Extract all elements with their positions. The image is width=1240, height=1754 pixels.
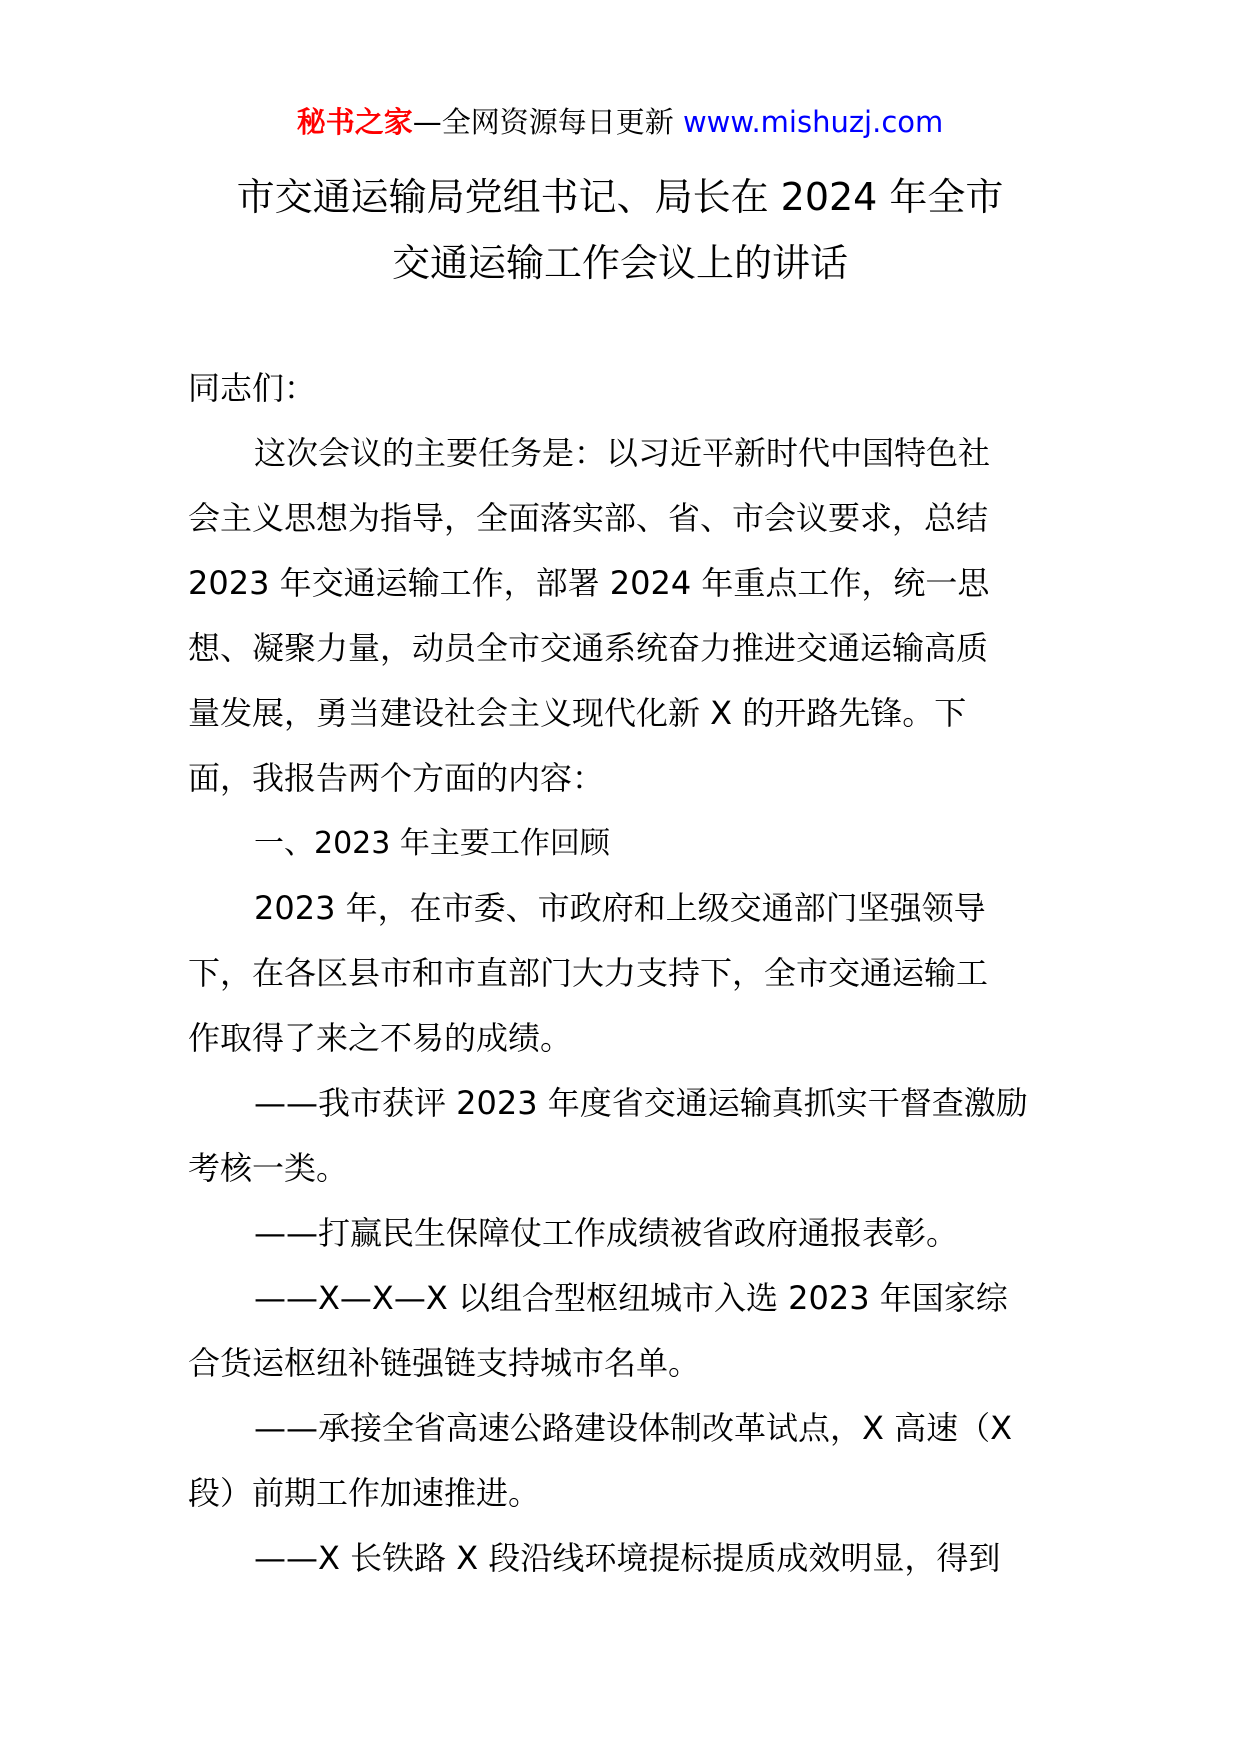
title-line-1: 市交通运输局党组书记、局长在 2024 年全市 xyxy=(236,175,1004,219)
title-line-2: 交通运输工作会议上的讲话 xyxy=(391,241,848,285)
achievement-item: ——X—X—X 以组合型枢纽城市入选 2023 年国家综 xyxy=(254,1279,1008,1317)
document-body xyxy=(188,356,1058,1591)
paragraph-line: 2023 年，在市委、市政府和上级交通部门坚强领导 xyxy=(254,889,986,927)
achievement-item: ——X 长铁路 X 段沿线环境提标提质成效明显，得到 xyxy=(254,1539,1001,1577)
document-title xyxy=(0,164,1240,296)
site-url-link[interactable]: www.mishuzj.com xyxy=(682,105,944,139)
section-heading: 一、2023 年主要工作回顾 xyxy=(254,826,610,861)
achievement-item: ——我市获评 2023 年度省交通运输真抓实干督查激励 xyxy=(254,1084,1028,1122)
paragraph-line: 面，我报告两个方面的内容： xyxy=(188,759,605,797)
achievement-item-cont: 合货运枢纽补链强链支持城市名单。 xyxy=(188,1344,701,1382)
banner-tagline: —全网资源每日更新 xyxy=(412,105,683,139)
paragraph-line: 量发展，勇当建设社会主义现代化新 X 的开路先锋。下 xyxy=(188,694,967,732)
paragraph-line: 2023 年交通运输工作，部署 2024 年重点工作，统一思 xyxy=(188,564,990,602)
paragraph-line: 作取得了来之不易的成绩。 xyxy=(188,1019,573,1057)
achievement-item-cont: 考核一类。 xyxy=(188,1149,349,1187)
paragraph-line: 想、凝聚力量，动员全市交通系统奋力推进交通运输高质 xyxy=(188,629,989,667)
salutation: 同志们： xyxy=(188,369,317,407)
achievement-item: ——承接全省高速公路建设体制改革试点，X 高速（X xyxy=(254,1409,1013,1447)
achievement-item: ——打赢民生保障仗工作成绩被省政府通报表彰。 xyxy=(254,1214,959,1252)
paragraph-line: 会主义思想为指导，全面落实部、省、市会议要求，总结 xyxy=(188,499,989,537)
paragraph-line: 下，在各区县市和市直部门大力支持下，全市交通运输工 xyxy=(188,954,989,992)
achievement-item-cont: 段）前期工作加速推进。 xyxy=(188,1474,541,1512)
site-banner xyxy=(0,102,1240,142)
paragraph-line: 这次会议的主要任务是：以习近平新时代中国特色社 xyxy=(254,434,991,472)
brand-name: 秘书之家 xyxy=(296,105,413,139)
